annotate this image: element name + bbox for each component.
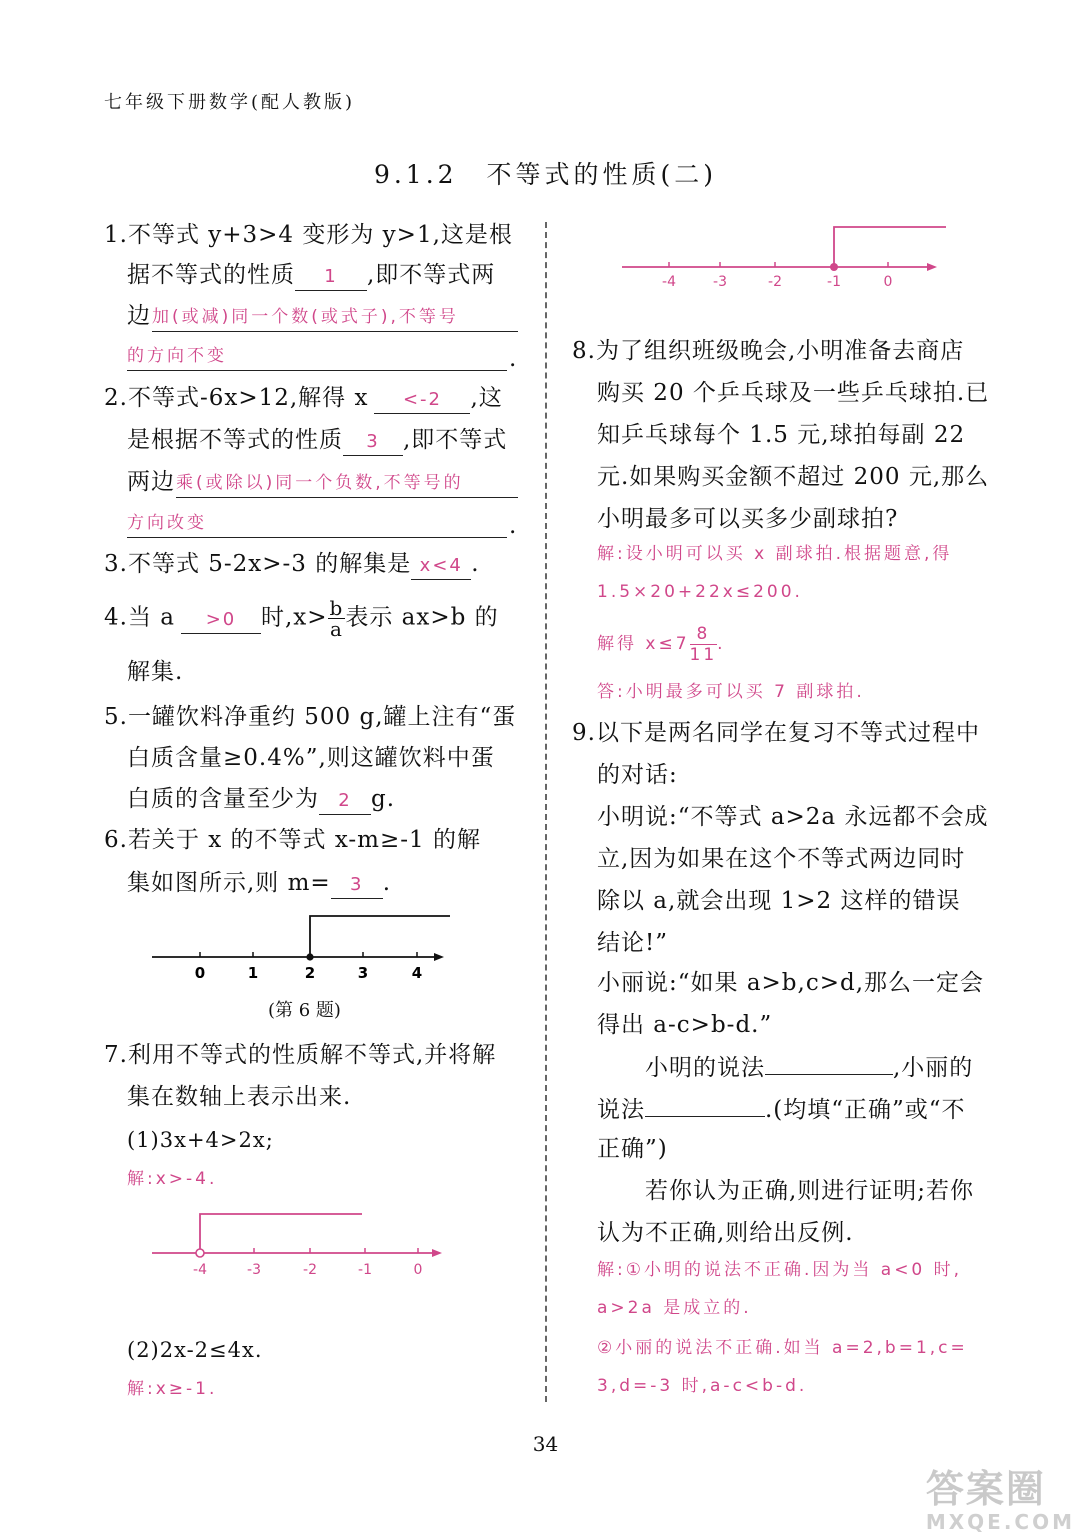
- q2-line2-pre: 是根据不等式的性质: [127, 427, 343, 453]
- q9-answer-2: a>2a 是成立的.: [597, 1298, 752, 1318]
- q2-line3: 两边: [127, 469, 175, 495]
- q8-answer-3-post: .: [717, 634, 726, 654]
- q8-fraction-den: 11: [689, 644, 718, 665]
- q6-axis-arrow: [434, 953, 444, 961]
- q9-line2: 的对话:: [597, 762, 678, 788]
- q8-line1: 8.为了组织班级晚会,小明准备去商店: [572, 338, 965, 364]
- q1-line1: 1.不等式 y+3>4 变形为 y>1,这是根: [104, 222, 513, 248]
- q9-line6: 结论!”: [597, 930, 669, 956]
- q9-line9-pre: 小明的说法: [645, 1055, 765, 1081]
- q9-line3: 小明说:“不等式 a>2a 永远都不会成: [597, 804, 989, 830]
- q1-line3-pre: 边: [127, 303, 151, 329]
- q5-line3-post: g.: [371, 786, 396, 812]
- column-divider: [545, 222, 547, 1402]
- q7-2-tick-label: -4: [662, 274, 676, 290]
- q7-number-line: [150, 1206, 450, 1281]
- q1-line2-post: ,即不等式两: [367, 262, 496, 288]
- q2-line1-pre: 2.不等式-6x>12,解得 x: [104, 385, 369, 411]
- q2-blank1[interactable]: <-2: [374, 387, 470, 414]
- q3-blank[interactable]: x<4: [411, 553, 471, 580]
- q7-2-tick-label: -1: [827, 274, 841, 290]
- watermark-logo: [926, 1468, 1075, 1534]
- q5-line3-pre: 白质的含量至少为: [127, 786, 319, 812]
- q7-solution-ray: [200, 1214, 362, 1249]
- q8-answer-1: 解:设小明可以买 x 副球拍.根据题意,得: [597, 544, 953, 564]
- q1-line2: [127, 258, 495, 292]
- q6-tick-label: 3: [357, 964, 369, 982]
- q8-fraction: [690, 624, 718, 665]
- q7-line2: 集在数轴上表示出来.: [127, 1084, 352, 1110]
- q9-line1: 9.以下是两名同学在复习不等式过程中: [572, 720, 980, 746]
- q3-pre: 3.不等式 5-2x>-3 的解集是: [104, 551, 412, 577]
- q1-answer-a[interactable]: 加(或减)同一个数(或式子),不等号: [152, 303, 518, 332]
- q9-line7: 小丽说:“如果 a>b,c>d,那么一定会: [597, 970, 985, 996]
- watermark-sub: MXQE.COM: [925, 1510, 1075, 1534]
- q6-tick-label: 1: [247, 964, 259, 982]
- q8-line4: 元.如果购买金额不超过 200 元,那么: [597, 464, 990, 490]
- q2-line2: [127, 423, 507, 457]
- q9-line10: [597, 1092, 966, 1127]
- q2-end: .: [509, 513, 518, 539]
- q2-line1: [104, 381, 503, 415]
- q9-line10-post: .(均填“正确”或“不: [765, 1097, 966, 1123]
- q7-2-number-line: [620, 222, 950, 294]
- q6-tick-label: 0: [194, 964, 206, 982]
- q2-blank2[interactable]: 3: [343, 429, 403, 456]
- q2-line2-post: ,即不等式: [403, 427, 508, 453]
- section-title: 9.1.2 不等式的性质(二): [373, 160, 718, 189]
- q7-axis-arrow: [432, 1249, 442, 1257]
- q1-line3: [127, 299, 151, 333]
- q4-fraction: [328, 598, 346, 639]
- q9-line9-post: ,小丽的: [893, 1055, 974, 1081]
- q7-tick-label: -4: [193, 1262, 207, 1278]
- q7-tick-label: -1: [358, 1262, 372, 1278]
- q6-solution-ray: [310, 916, 450, 957]
- q4-fraction-den: a: [329, 617, 343, 641]
- q7-tick-label: -2: [303, 1262, 317, 1278]
- q9-line11: 正确”): [597, 1136, 668, 1162]
- q9-line13: 认为不正确,则给出反例.: [597, 1220, 854, 1246]
- q9-answer-4: 3,d=-3 时,a-c<b-d.: [597, 1376, 808, 1396]
- q9-line9: [645, 1050, 973, 1085]
- q5-line1: 5.一罐饮料净重约 500 g,罐上注有“蛋: [104, 704, 517, 730]
- q7-part1: (1)3x+4>2x;: [127, 1128, 274, 1152]
- q6-line2: [127, 866, 391, 900]
- q7-tick-label: -3: [247, 1262, 261, 1278]
- q6-caption: (第 6 题): [268, 1000, 341, 1021]
- q8-line3: 知乒乓球每个 1.5 元,球拍每副 22: [597, 422, 966, 448]
- q6-tick-label: 4: [411, 964, 423, 982]
- q4-pre: 4.当 a: [104, 604, 175, 631]
- q6-number-line: [150, 910, 450, 985]
- q7-2-axis-arrow: [927, 263, 937, 271]
- q7-part1-answer: 解:x>-4.: [127, 1169, 218, 1189]
- q9-line5: 除以 a,就会出现 1>2 这样的错误: [597, 888, 961, 914]
- q4-fraction-num: b: [329, 596, 344, 620]
- q6-closed-point: [306, 953, 313, 960]
- q8-answer-4: 答:小明最多可以买 7 副球拍.: [597, 682, 865, 702]
- q9-line12: 若你认为正确,则进行证明;若你: [645, 1178, 975, 1204]
- q4-mid: 时,x>: [260, 604, 328, 631]
- q4-line2: 解集.: [127, 659, 184, 685]
- q7-2-tick-label: 0: [883, 274, 893, 290]
- question-3: [104, 547, 480, 581]
- q2-line1-post: ,这: [470, 385, 503, 411]
- q2-answer-a[interactable]: 乘(或除以)同一个负数,不等号的: [176, 469, 518, 498]
- q8-answer-2: 1.5×20+22x≤200.: [597, 582, 803, 602]
- book-header: 七年级下册数学(配人教版): [104, 92, 356, 113]
- q8-line5: 小明最多可以买多少副球拍?: [597, 506, 899, 532]
- q7-2-tick-label: -3: [713, 274, 727, 290]
- q4-line1: [104, 598, 499, 639]
- q7-2-closed-point: [830, 263, 838, 271]
- watermark-main: 答案圈: [925, 1467, 1046, 1511]
- q7-2-solution-ray: [834, 227, 946, 267]
- q9-blank-xiaoli[interactable]: [645, 1092, 765, 1117]
- q9-line8: 得出 a-c>b-d.”: [597, 1012, 773, 1038]
- q8-line2: 购买 20 个乒乓球及一些乒乓球拍.已: [597, 380, 990, 406]
- q7-open-point: [196, 1249, 204, 1257]
- q6-line2-post: .: [382, 870, 392, 896]
- q2-answer-b[interactable]: 方向改变: [127, 509, 507, 538]
- q7-tick-label: 0: [413, 1262, 423, 1278]
- q6-tick-label: 2: [304, 964, 316, 982]
- q9-answer-3: ②小丽的说法不正确.如当 a=2,b=1,c=: [597, 1338, 968, 1358]
- q6-blank[interactable]: 3: [331, 872, 383, 899]
- q1-blank[interactable]: 1: [295, 264, 367, 291]
- q7-part2-answer: 解:x≥-1.: [127, 1379, 218, 1399]
- q4-post: 表示 ax>b 的: [345, 604, 499, 631]
- q8-answer-3-pre: 解得 x≤7: [597, 634, 690, 654]
- q7-line1: 7.利用不等式的性质解不等式,并将解: [104, 1042, 497, 1068]
- q8-fraction-num: 8: [690, 624, 718, 645]
- q1-answer-b[interactable]: 的方向不变: [127, 342, 507, 371]
- q9-answer-1: 解:①小明的说法不正确.因为当 a<0 时,: [597, 1260, 963, 1280]
- q1-end: .: [509, 346, 518, 372]
- page-number: 34: [532, 1432, 559, 1456]
- q1-line2-pre: 据不等式的性质: [127, 262, 295, 288]
- q7-part2: (2)2x-2≤4x.: [127, 1338, 263, 1362]
- q9-blank-xiaoming[interactable]: [765, 1050, 893, 1075]
- q9-line10-pre: 说法: [597, 1097, 645, 1123]
- q5-line3: [127, 782, 395, 816]
- q7-2-tick-label: -2: [768, 274, 782, 290]
- q8-answer-3: [597, 622, 726, 666]
- q6-line1: 6.若关于 x 的不等式 x-m≥-1 的解: [104, 827, 481, 853]
- q9-line4: 立,因为如果在这个不等式两边同时: [597, 846, 966, 872]
- q5-blank[interactable]: 2: [319, 788, 371, 815]
- q3-post: .: [471, 551, 480, 577]
- q5-line2: 白质含量≥0.4%”,则这罐饮料中蛋: [127, 745, 495, 771]
- q4-blank[interactable]: >0: [181, 607, 261, 634]
- q6-line2-pre: 集如图所示,则 m=: [127, 870, 331, 896]
